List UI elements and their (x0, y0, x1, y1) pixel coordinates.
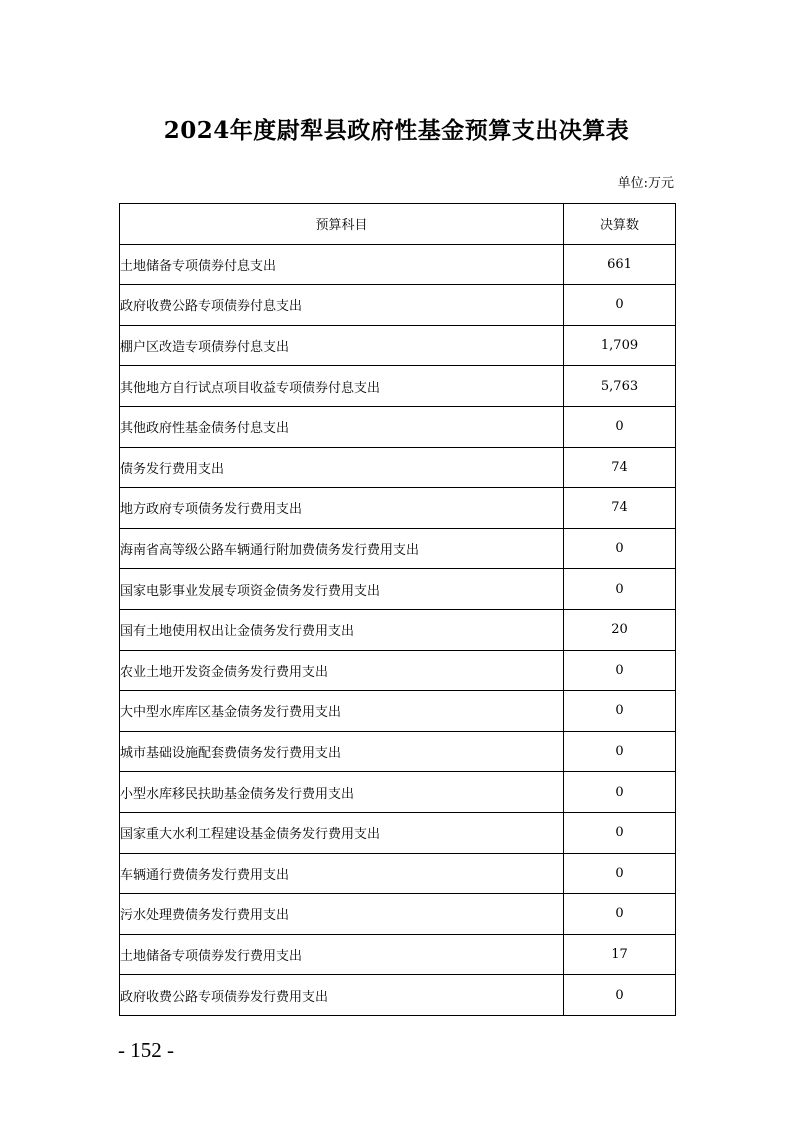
row-amount: 0 (564, 975, 676, 1016)
table-row (120, 894, 676, 935)
row-subject: 国有土地使用权出让金债务发行费用支出 (120, 609, 564, 650)
row-subject: 棚户区改造专项债券付息支出 (120, 325, 564, 366)
table-body (120, 244, 676, 1015)
table-row (120, 853, 676, 894)
row-amount: 74 (564, 488, 676, 529)
row-amount: 0 (564, 894, 676, 935)
row-amount: 0 (564, 528, 676, 569)
table-row (120, 691, 676, 732)
row-subject: 海南省高等级公路车辆通行附加费债务发行费用支出 (120, 528, 564, 569)
header-final-amount: 决算数 (564, 204, 676, 245)
row-subject: 土地储备专项债券发行费用支出 (120, 934, 564, 975)
row-amount: 0 (564, 569, 676, 610)
table-row (120, 569, 676, 610)
header-budget-subject: 预算科目 (120, 204, 564, 245)
row-amount: 17 (564, 934, 676, 975)
table-row (120, 244, 676, 285)
table-row (120, 325, 676, 366)
row-subject: 国家电影事业发展专项资金债务发行费用支出 (120, 569, 564, 610)
row-subject: 国家重大水利工程建设基金债务发行费用支出 (120, 812, 564, 853)
row-amount: 0 (564, 650, 676, 691)
row-amount: 0 (564, 853, 676, 894)
row-amount: 20 (564, 609, 676, 650)
table-header-row (120, 204, 676, 245)
row-amount: 0 (564, 812, 676, 853)
row-subject: 小型水库移民扶助基金债务发行费用支出 (120, 772, 564, 813)
row-amount: 0 (564, 406, 676, 447)
row-subject: 其他地方自行试点项目收益专项债券付息支出 (120, 366, 564, 407)
budget-table (119, 203, 676, 1016)
row-amount: 0 (564, 731, 676, 772)
table-row (120, 731, 676, 772)
table-row (120, 406, 676, 447)
unit-label: 单位:万元 (617, 176, 674, 191)
row-amount: 0 (564, 691, 676, 732)
table-row (120, 366, 676, 407)
row-subject: 农业土地开发资金债务发行费用支出 (120, 650, 564, 691)
row-subject: 城市基础设施配套费债务发行费用支出 (120, 731, 564, 772)
row-amount: 5,763 (564, 366, 676, 407)
page-title: 2024年度尉犁县政府性基金预算支出决算表 (163, 117, 630, 144)
table-row (120, 488, 676, 529)
table-row (120, 975, 676, 1016)
row-amount: 661 (564, 244, 676, 285)
table-row (120, 609, 676, 650)
row-subject: 其他政府性基金债务付息支出 (120, 406, 564, 447)
table-row (120, 812, 676, 853)
row-subject: 车辆通行费债务发行费用支出 (120, 853, 564, 894)
table-row (120, 447, 676, 488)
row-subject: 地方政府专项债务发行费用支出 (120, 488, 564, 529)
table-row (120, 528, 676, 569)
table-row (120, 934, 676, 975)
table-row (120, 285, 676, 326)
row-subject: 债务发行费用支出 (120, 447, 564, 488)
row-amount: 0 (564, 772, 676, 813)
row-amount: 74 (564, 447, 676, 488)
table-row (120, 650, 676, 691)
row-subject: 政府收费公路专项债券付息支出 (120, 285, 564, 326)
row-amount: 0 (564, 285, 676, 326)
table-row (120, 772, 676, 813)
row-amount: 1,709 (564, 325, 676, 366)
row-subject: 政府收费公路专项债券发行费用支出 (120, 975, 564, 1016)
page-number: - 152 - (118, 1038, 174, 1062)
row-subject: 大中型水库库区基金债务发行费用支出 (120, 691, 564, 732)
row-subject: 土地储备专项债券付息支出 (120, 244, 564, 285)
row-subject: 污水处理费债务发行费用支出 (120, 894, 564, 935)
